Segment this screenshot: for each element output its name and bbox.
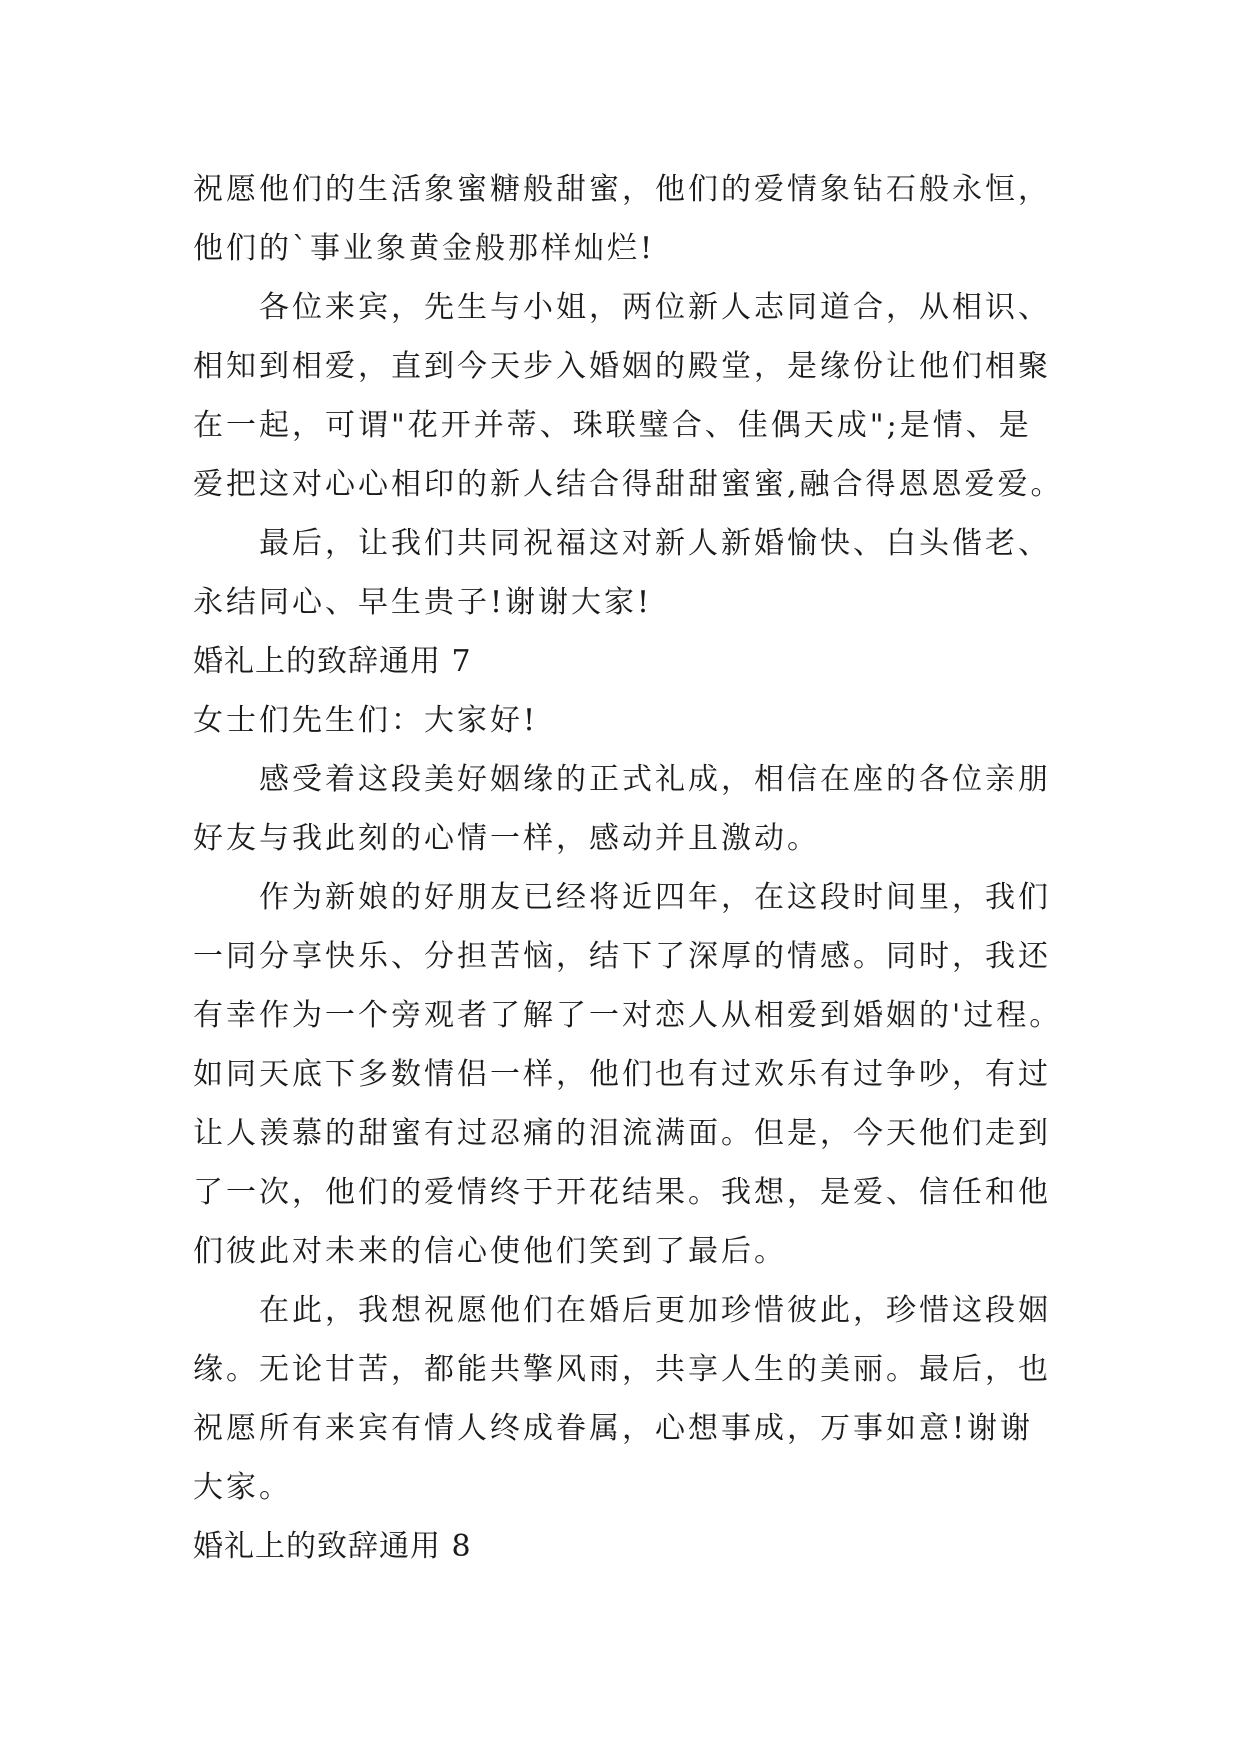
- text-line: 祝愿他们的生活象蜜糖般甜蜜，他们的爱情象钻石般永恒，: [193, 172, 1051, 207]
- text-line: 永结同心、早生贵子!谢谢大家!: [193, 585, 653, 620]
- text-line: 们彼此对未来的信心使他们笑到了最后。: [193, 1234, 787, 1269]
- text-line: 祝愿所有来宾有情人终成眷属，心想事成，万事如意!谢谢: [193, 1411, 1034, 1446]
- text-line: 了一次，他们的爱情终于开花结果。我想，是爱、信任和他: [193, 1175, 1051, 1210]
- text-line: 一同分享快乐、分担苦恼，结下了深厚的情感。同时，我还: [193, 939, 1051, 974]
- text-line: 大家。: [193, 1470, 292, 1505]
- section-heading: 婚礼上的致辞通用 8: [193, 1529, 472, 1564]
- section-heading: 婚礼上的致辞通用 7: [193, 644, 472, 679]
- text-line: 他们的`事业象黄金般那样灿烂!: [193, 231, 656, 266]
- text-line: 爱把这对心心相印的新人结合得甜甜蜜蜜,融合得恩恩爱爱。: [193, 467, 1064, 502]
- text-line: 有幸作为一个旁观者了解了一对恋人从相爱到婚姻的'过程。: [193, 998, 1063, 1033]
- text-line: 感受着这段美好姻缘的正式礼成，相信在座的各位亲朋: [259, 762, 1051, 797]
- text-line: 各位来宾，先生与小姐，两位新人志同道合，从相识、: [259, 290, 1051, 325]
- text-line: 最后，让我们共同祝福这对新人新婚愉快、白头偕老、: [259, 526, 1051, 561]
- text-line: 在此，我想祝愿他们在婚后更加珍惜彼此，珍惜这段姻: [259, 1293, 1051, 1328]
- text-line: 相知到相爱，直到今天步入婚姻的殿堂，是缘份让他们相聚: [193, 349, 1051, 384]
- text-line: 作为新娘的好朋友已经将近四年，在这段时间里，我们: [259, 880, 1051, 915]
- text-line: 缘。无论甘苦，都能共擎风雨，共享人生的美丽。最后，也: [193, 1352, 1051, 1387]
- text-line: 好友与我此刻的心情一样，感动并且激动。: [193, 821, 820, 856]
- text-line: 让人羡慕的甜蜜有过忍痛的泪流满面。但是，今天他们走到: [193, 1116, 1051, 1151]
- text-line: 女士们先生们：大家好!: [193, 703, 539, 738]
- document-body: [193, 160, 1073, 1576]
- text-line: 如同天底下多数情侣一样，他们也有过欢乐有过争吵，有过: [193, 1057, 1051, 1092]
- text-line: 在一起，可谓"花开并蒂、珠联璧合、佳偶天成";是情、是: [193, 408, 1032, 443]
